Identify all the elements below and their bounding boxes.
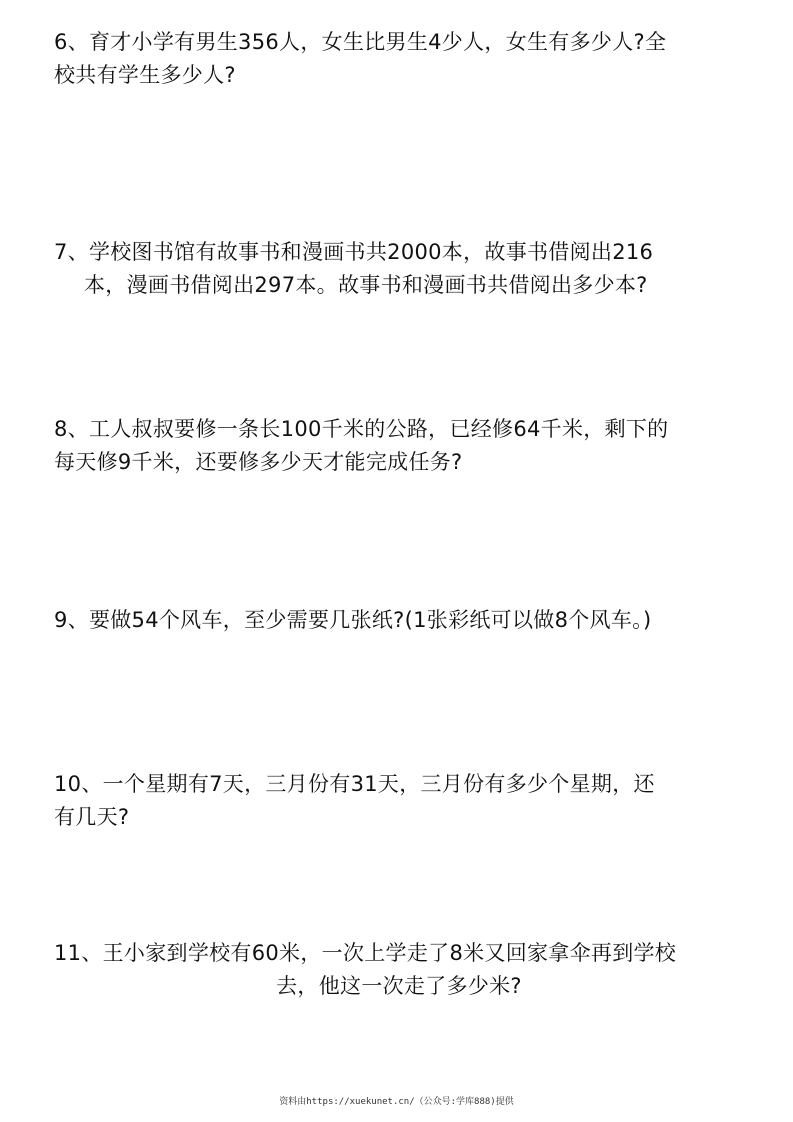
problem-8-line-2: 每天修9千米，还要修多少天才能完成任务? [54,450,463,474]
problem-8-line-1: 8、工人叔叔要修一条长100千米的公路，已经修64千米，剩下的 [54,417,669,441]
problem-10-line-1: 10、一个星期有7天，三月份有31天，三月份有多少个星期，还 [54,772,655,796]
problem-10 [54,768,744,834]
problem-10-line-2: 有几天? [54,805,130,829]
problem-11-line-2: 去，他这一次走了多少米? [276,974,522,998]
problem-7-line-1: 7、学校图书馆有故事书和漫画书共2000本，故事书借阅出216 [54,240,654,264]
problem-6-line-2: 校共有学生多少人? [54,63,236,87]
source-footer: 资料由https://xuekunet.cn/（公众号:学库888)提供 [279,1097,514,1107]
problem-7-line-2: 本，漫画书借阅出297本。故事书和漫画书共借阅出多少本? [84,273,648,297]
problem-7 [54,236,744,302]
problem-6-line-1: 6、育才小学有男生356人，女生比男生4少人，女生有多少人?全 [54,30,667,54]
problem-9 [54,604,744,637]
problem-9-line-1: 9、要做54个风车，至少需要几张纸?(1张彩纸可以做8个风车。) [54,608,652,632]
problem-11-line-1: 11、王小家到学校有60米，一次上学走了8米又回家拿伞再到学校 [54,941,677,965]
problem-11 [54,937,744,1003]
problem-8 [54,413,744,479]
problem-6 [54,26,744,92]
